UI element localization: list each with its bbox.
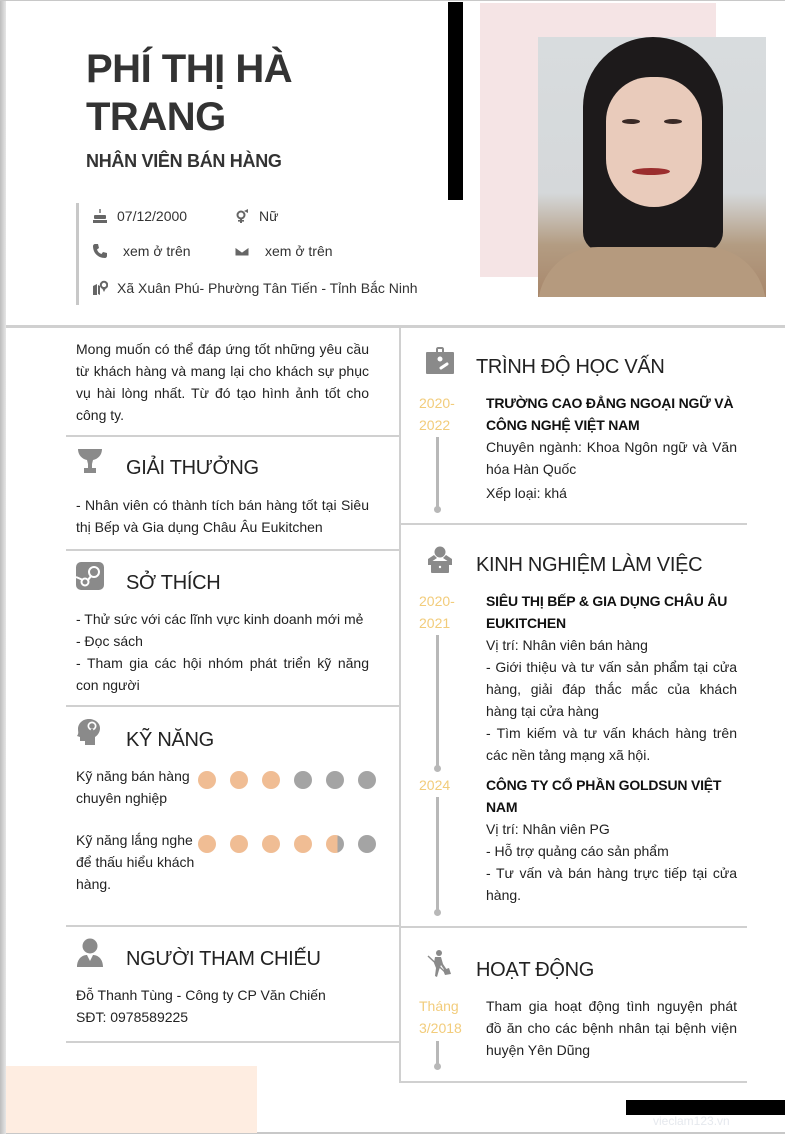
skill-rating (198, 771, 390, 789)
briefcase-icon (424, 345, 456, 377)
job-details (486, 634, 737, 766)
email-value: xem ở trên (265, 243, 333, 259)
awards-header (74, 445, 106, 477)
skills-title: KỸ NĂNG (126, 729, 214, 751)
hobby-item: - Đọc sách (76, 633, 143, 649)
awards-text: - Nhân viên có thành tích bán hàng tốt tại Siêu thị Bếp và Gia dụng Châu Âu Eukitchen (76, 497, 369, 535)
rating-dot-filled (198, 835, 216, 853)
digging-person-icon (424, 947, 456, 979)
timeline-line (436, 635, 439, 768)
email-row (233, 243, 333, 259)
section-divider (66, 705, 400, 707)
education-details (486, 436, 737, 504)
section-divider (66, 1041, 400, 1043)
decorative-black-bar-bottom (626, 1100, 785, 1115)
job-position: Vị trí: Nhân viên PG (486, 821, 610, 837)
head-lightbulb-icon (74, 715, 106, 747)
company-name: SIÊU THỊ BẾP & GIA DỤNG CHÂU ÂU EUKITCHEN (486, 593, 728, 631)
grade: Xếp loại: khá (486, 485, 567, 501)
hobbies-list (76, 608, 369, 696)
skill-rating (198, 835, 390, 853)
birthday-value: 07/12/2000 (117, 208, 188, 224)
user-laptop-icon (424, 544, 456, 576)
phone-icon (91, 243, 109, 259)
major: Chuyên ngành: Khoa Ngôn ngữ và Văn hóa Hàn Quốc (486, 439, 737, 477)
reference-contact (76, 984, 369, 1028)
section-divider (66, 925, 400, 927)
cake-icon (91, 208, 109, 224)
activities-header (424, 947, 456, 979)
education-year (419, 392, 469, 436)
rating-dot-filled (230, 835, 248, 853)
column-divider (399, 325, 401, 1083)
decorative-black-bar (448, 2, 463, 200)
hobbies-header (74, 560, 106, 592)
section-divider (401, 1081, 747, 1083)
school-name (486, 392, 741, 436)
job-duty: - Tư vấn và bán hàng trực tiếp tại cửa hàng. (486, 865, 737, 903)
hobby-item: - Thử sức với các lĩnh vực kinh doanh mới mẻ (76, 611, 364, 627)
experience-year: 2024 (419, 777, 451, 793)
rating-dot-filled (294, 835, 312, 853)
header-divider (6, 325, 785, 328)
section-divider (401, 926, 747, 928)
job-duty: - Giới thiệu và tư vấn sản phẩm tại cửa hàng, giải đáp thắc mắc của khách hàng tại cửa hàng (486, 659, 737, 719)
map-pin-icon (91, 280, 109, 296)
school-name-line: TRƯỜNG CAO ĐẲNG NGOẠI NGỮ VÀ (486, 395, 734, 411)
personal-info (76, 203, 456, 305)
experience-header (424, 544, 456, 576)
date-month: Tháng (419, 998, 459, 1014)
rating-dot-filled (262, 835, 280, 853)
rating-dot-empty (358, 835, 376, 853)
timeline-line (436, 437, 439, 509)
reference-name: Đỗ Thanh Tùng - Công ty CP Văn Chiến (76, 987, 326, 1003)
school-name-line: CÔNG NGHỆ VIỆT NAM (486, 417, 640, 433)
year-start: 2020- (419, 395, 455, 411)
activity-date (419, 995, 469, 1039)
education-title: TRÌNH ĐỘ HỌC VẤN (476, 356, 665, 378)
rating-dot-filled (230, 771, 248, 789)
section-divider (66, 435, 400, 437)
phone-value: xem ở trên (123, 243, 191, 259)
section-divider (401, 523, 747, 525)
candidate-name (86, 45, 426, 141)
references-header (74, 936, 106, 968)
rating-dot-empty (294, 771, 312, 789)
envelope-icon (233, 243, 251, 259)
job-duty: - Tìm kiếm và tư vấn khách hàng trên các nền tảng mạng xã hội. (486, 725, 737, 763)
profile-photo (538, 37, 766, 297)
year-end: 2022 (419, 417, 451, 433)
watermark: vieclam123.vn (653, 1114, 730, 1128)
activities-title: HOẠT ĐỘNG (476, 959, 595, 981)
gender-row (233, 208, 278, 224)
reference-phone: SĐT: 0978589225 (76, 1009, 189, 1025)
experience-year (419, 590, 469, 634)
timeline-line (436, 797, 439, 912)
job-position: Vị trí: Nhân viên bán hàng (486, 637, 648, 653)
career-objective: Mong muốn có thể đáp ứng tốt những yêu cầu từ khách hàng và mang lại cho khách sự phục vụ hài lòng nhất. Từ đó tạo hình ảnh tốt cho công ty. (76, 341, 369, 423)
address-value: Xã Xuân Phú- Phường Tân Tiến - Tỉnh Bắc Ninh (117, 280, 418, 296)
rating-dot-empty (358, 771, 376, 789)
activity-text: Tham gia hoạt động tình nguyện phát đồ ăn cho các bệnh nhân tại bệnh viện huyện Yên Dũng (486, 998, 737, 1058)
gender-icon (233, 208, 251, 224)
rating-dot-filled (262, 771, 280, 789)
job-details (486, 818, 737, 906)
experience-title: KINH NGHIỆM LÀM VIỆC (476, 554, 703, 576)
name-line-2: TRANG (86, 95, 226, 139)
name-line-1: PHÍ THỊ HÀ (86, 47, 293, 91)
birthday-row (91, 208, 187, 224)
skill-label: Kỹ năng lắng nghe để thấu hiểu khách hàng. (76, 832, 195, 892)
section-divider (66, 549, 400, 551)
awards-title: GIẢI THƯỞNG (126, 457, 259, 479)
job-duty: - Hỗ trợ quảng cáo sản phẩm (486, 843, 669, 859)
user-tie-icon (74, 936, 106, 968)
references-title: NGƯỜI THAM CHIẾU (126, 948, 321, 970)
rating-dot-filled (198, 771, 216, 789)
trophy-icon (74, 445, 106, 477)
timeline-line (436, 1041, 439, 1066)
rating-dot-empty (326, 771, 344, 789)
decorative-peach-block (6, 1066, 257, 1133)
skill-label: Kỹ năng bán hàng chuyên nghiệp (76, 768, 190, 806)
job-title: NHÂN VIÊN BÁN HÀNG (86, 151, 282, 171)
phone-row (91, 243, 191, 259)
education-header (424, 345, 456, 377)
company-name: CÔNG TY CỔ PHẦN GOLDSUN VIỆT NAM (486, 777, 722, 815)
address-row (91, 280, 418, 296)
year-end: 2021 (419, 615, 451, 631)
date-year: 3/2018 (419, 1020, 462, 1036)
gender-value: Nữ (259, 208, 279, 224)
page-edge-shadow (0, 1, 6, 1134)
hobby-item: - Tham gia các hội nhóm phát triển kỹ năng con người (76, 655, 369, 693)
year-start: 2020- (419, 593, 455, 609)
skills-header (74, 715, 106, 747)
steam-icon (74, 560, 106, 592)
rating-dot-half (326, 835, 344, 853)
hobbies-title: SỞ THÍCH (126, 572, 221, 594)
